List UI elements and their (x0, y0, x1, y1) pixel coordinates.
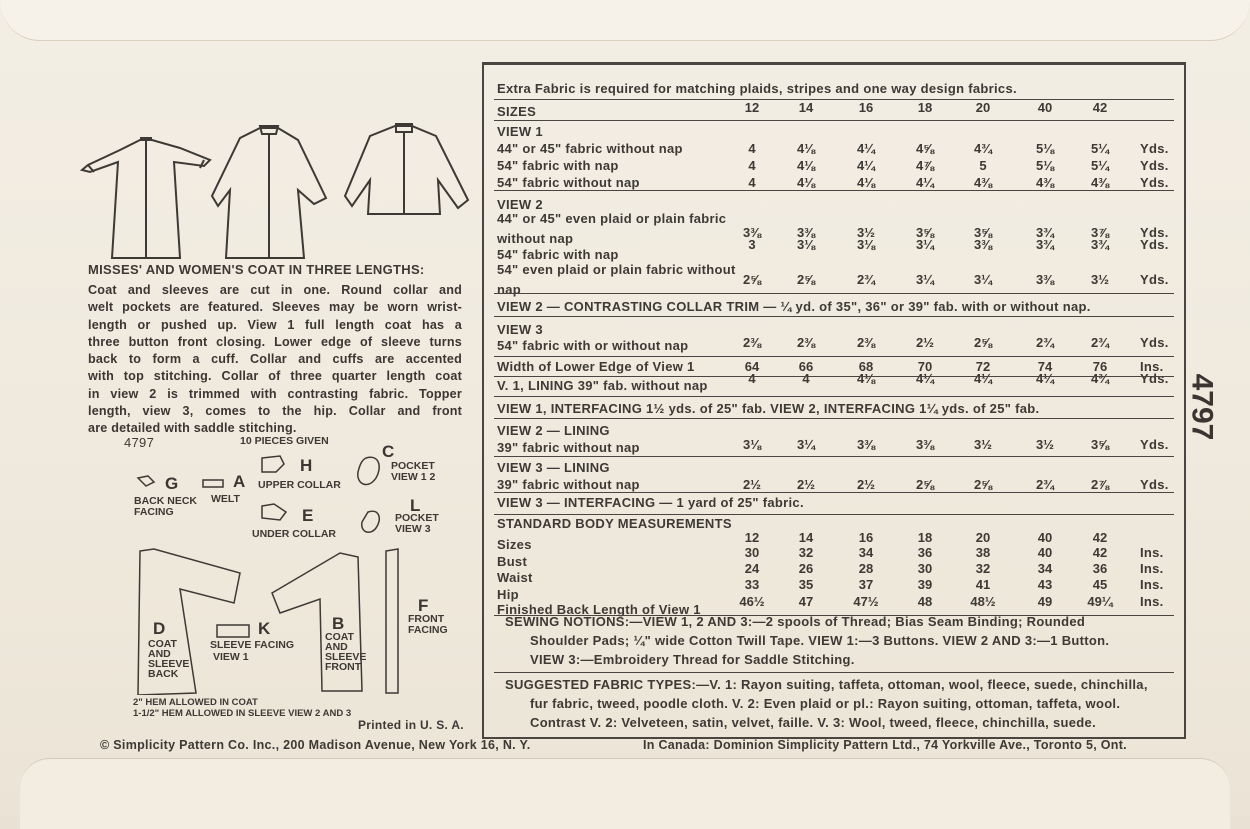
table-row-label: 39" fabric without nap (497, 440, 640, 455)
table-cell: 43 (1037, 577, 1053, 592)
piece-d-label-line: COAT (148, 638, 177, 650)
unit-label: Yds. (1140, 371, 1169, 386)
piece-f-letter: F (418, 596, 429, 615)
table-cell: 33 (744, 577, 760, 592)
table-row-label: VIEW 3 — INTERFACING — 1 yard of 25" fabric. (497, 495, 804, 510)
table-cell: 39 (917, 577, 933, 592)
table-row-label: Width of Lower Edge of View 1 (497, 359, 695, 374)
unit-label: Yds. (1140, 141, 1169, 156)
table-cell: 2¾ (1035, 335, 1055, 350)
table-cell: 3⅜ (1035, 272, 1055, 287)
table-cell: 4⅛ (856, 175, 876, 190)
table-cell: 2½ (915, 335, 935, 350)
table-cell: 12 (744, 530, 760, 545)
suggested-fabrics-line: SUGGESTED FABRIC TYPES:—V. 1: Rayon suiting, taffeta, ottoman, wool, fleece, suede, chinchilla, (505, 677, 1148, 692)
table-cell: 48 (917, 594, 933, 609)
piece-d-label (148, 639, 189, 679)
table-cell: 4¼ (856, 141, 876, 156)
table-divider (494, 190, 1174, 191)
table-cell: 2⅝ (796, 272, 816, 287)
suggested-fabrics-line: Contrast V. 2: Velveteen, satin, velvet, faille. V. 3: Wool, tweed, fleece, chinchilla, suede. (530, 715, 1096, 730)
table-cell: 3⅝ (973, 225, 993, 240)
table-cell: 2⅜ (796, 335, 816, 350)
table-cell: 5⅛ (1035, 141, 1055, 156)
table-cell: 36 (1092, 561, 1108, 576)
table-divider (494, 492, 1174, 493)
unit-label: Ins. (1140, 359, 1164, 374)
table-divider (494, 316, 1174, 317)
table-row-label: VIEW 1 (497, 124, 543, 139)
unit-label: Yds. (1140, 437, 1169, 452)
table-cell: 35 (798, 577, 814, 592)
table-divider (494, 99, 1174, 100)
table-cell: 3⅜ (742, 225, 762, 240)
table-cell: 3⅞ (1090, 225, 1110, 240)
table-row-label: VIEW 3 (497, 322, 543, 337)
piece-h-letter: H (300, 456, 313, 475)
size-header: 14 (798, 100, 814, 115)
size-header: 12 (744, 100, 760, 115)
table-cell: 47½ (853, 594, 879, 609)
coat-view-1-sketch (82, 138, 210, 258)
table-cell: 38 (975, 545, 991, 560)
table-cell: 4¾ (1090, 371, 1110, 386)
table-cell: 3¼ (915, 237, 935, 252)
fabric-note: Extra Fabric is required for matching plaids, stripes and one way design fabrics. (497, 81, 1017, 96)
suggested-fabrics-line: fur fabric, tweed, poodle cloth. V. 2: Even plaid or pl.: Rayon suiting, ottoman, taffeta, wool. (530, 696, 1121, 711)
table-row-label: nap (497, 282, 522, 297)
envelope-top-flap (0, 0, 1250, 41)
description-line: with top stitching. Collar of three quarter length coat (88, 369, 462, 384)
table-cell: 4⅜ (1090, 175, 1110, 190)
table-cell: 3¾ (1090, 237, 1110, 252)
description-line: three button front closing. Lower edge of sleeve turns (88, 334, 462, 349)
front-facing-shape (386, 549, 398, 693)
sewing-notions-line: VIEW 3:—Embroidery Thread for Saddle Stitching. (530, 652, 855, 667)
table-cell: 4¼ (973, 371, 993, 386)
table-cell: 4⅜ (973, 175, 993, 190)
piece-f-label: FRONT (408, 613, 445, 625)
piece-k-label: VIEW 1 (213, 651, 249, 663)
table-row-label: VIEW 1, INTERFACING 1½ yds. of 25" fab. VIEW 2, INTERFACING 1¼ yds. of 25" fab. (497, 401, 1040, 416)
table-row-label: Finished Back Length of View 1 (497, 602, 701, 617)
description-line: back to form a cuff. Collar and cuffs are accented (88, 352, 462, 367)
table-cell: 66 (798, 359, 814, 374)
table-cell: 2⅜ (856, 335, 876, 350)
size-header: 20 (975, 100, 991, 115)
table-divider (494, 396, 1174, 397)
table-cell: 4¾ (973, 141, 993, 156)
piece-l-label: VIEW 3 (395, 523, 431, 535)
table-cell: 3⅛ (796, 237, 816, 252)
envelope-bottom-flap (20, 758, 1230, 829)
table-cell: 5¼ (1090, 141, 1110, 156)
coat-view-2-sketch (212, 126, 326, 258)
unit-label: Yds. (1140, 335, 1169, 350)
table-row-label: Hip (497, 587, 519, 602)
description-line: length or pushed up. View 1 full length coat has a (88, 317, 462, 332)
description-line: Coat and sleeves are cut in one. Round collar and (88, 283, 462, 297)
size-header: 16 (858, 100, 874, 115)
piece-f-label: FACING (408, 624, 448, 636)
unit-label: Yds. (1140, 237, 1169, 252)
table-row-label: without nap (497, 231, 574, 246)
table-row-label: VIEW 2 — CONTRASTING COLLAR TRIM — ¼ yd. of 35", 36" or 39" fab. with or without nap. (497, 299, 1091, 314)
table-cell: 2½ (856, 477, 876, 492)
unit-label: Yds. (1140, 272, 1169, 287)
table-cell: 45 (1092, 577, 1108, 592)
table-cell: 5¼ (1090, 158, 1110, 173)
table-cell: 4¼ (1035, 371, 1055, 386)
side-pattern-number: 4797 (1185, 373, 1219, 441)
piece-b-letter: B (332, 614, 345, 633)
table-cell: 4¼ (856, 158, 876, 173)
footer-copyright: © Simplicity Pattern Co. Inc., 200 Madison Avenue, New York 16, N. Y. (100, 738, 531, 752)
table-row-label: VIEW 2 — LINING (497, 423, 610, 438)
back-neck-facing-shape (138, 476, 154, 486)
table-cell: 2⅝ (973, 335, 993, 350)
table-cell: 76 (1092, 359, 1108, 374)
table-cell: 4¼ (915, 175, 935, 190)
table-cell: 3⅝ (1090, 437, 1110, 452)
table-cell: 46½ (739, 594, 765, 609)
table-divider (494, 356, 1174, 357)
table-cell: 3⅜ (915, 437, 935, 452)
table-divider (494, 672, 1174, 673)
piece-l-label: POCKET (395, 512, 439, 524)
piece-g-label: BACK NECK FACING (134, 495, 197, 518)
welt-shape (203, 480, 223, 487)
size-header: 42 (1092, 100, 1108, 115)
table-row-label: 44" or 45" fabric without nap (497, 141, 683, 156)
pocket-l-shape (362, 511, 380, 532)
table-cell: 42 (1092, 530, 1108, 545)
piece-c-label: POCKET (391, 460, 435, 472)
table-cell: 4⅝ (915, 141, 935, 156)
table-cell: 70 (917, 359, 933, 374)
piece-d-label-line: AND (148, 648, 171, 660)
table-row-label: VIEW 2 (497, 197, 543, 212)
pattern-number: 4797 (124, 435, 155, 450)
table-cell: 41 (975, 577, 991, 592)
table-cell: 36 (917, 545, 933, 560)
piece-d-label-line: SLEEVE (148, 658, 190, 670)
table-row-label: 44" or 45" even plaid or plain fabric (497, 211, 727, 226)
table-cell: 2¾ (1035, 477, 1055, 492)
table-row-label: Bust (497, 554, 528, 569)
table-cell: 34 (858, 545, 874, 560)
hem-note: 1-1/2" HEM ALLOWED IN SLEEVE VIEW 2 AND 3 (133, 708, 352, 719)
piece-h-label: UPPER COLLAR (258, 479, 341, 491)
table-cell: 34 (1037, 561, 1053, 576)
sewing-notions-line: SEWING NOTIONS:—VIEW 1, 2 AND 3:—2 spools of Thread; Bias Seam Binding; Rounded (505, 614, 1086, 629)
table-cell: 4 (748, 141, 756, 156)
piece-b-label-line: AND (325, 641, 348, 653)
description-line: welt pockets are featured. Sleeves may be worn wrist- (88, 300, 462, 315)
sleeve-facing-shape (217, 625, 249, 637)
table-cell: 72 (975, 359, 991, 374)
table-cell: 3 (748, 237, 756, 252)
table-cell: 4 (802, 371, 810, 386)
piece-e-letter: E (302, 506, 314, 525)
table-cell: 40 (1037, 530, 1053, 545)
table-divider (494, 120, 1174, 121)
table-cell: 4¼ (915, 371, 935, 386)
table-cell: 3½ (1035, 437, 1055, 452)
table-cell: 5⅛ (1035, 158, 1055, 173)
unit-label: Yds. (1140, 175, 1169, 190)
table-row-label: Waist (497, 570, 533, 585)
table-cell: 3¾ (1035, 237, 1055, 252)
table-row-label: STANDARD BODY MEASUREMENTS (497, 516, 732, 531)
description-text (88, 282, 462, 438)
table-cell: 30 (744, 545, 760, 560)
table-cell: 2⅝ (915, 477, 935, 492)
pieces-given: 10 PIECES GIVEN (240, 435, 329, 447)
piece-d-label-line: BACK (148, 668, 179, 680)
pocket-c-shape (358, 457, 379, 484)
table-cell: 3⅛ (742, 437, 762, 452)
under-collar-shape (262, 504, 286, 520)
table-row-label: 54" fabric with nap (497, 158, 619, 173)
table-cell: 28 (858, 561, 874, 576)
table-cell: 24 (744, 561, 760, 576)
table-cell: 40 (1037, 545, 1053, 560)
table-row-label: Sizes (497, 537, 532, 552)
table-cell: 2⅝ (742, 272, 762, 287)
sizes-header: SIZES (497, 104, 537, 119)
description-line: are detailed with saddle stitching. (88, 421, 297, 436)
table-cell: 64 (744, 359, 760, 374)
table-row-label: 54" fabric without nap (497, 175, 640, 190)
piece-a-label: WELT (211, 493, 240, 505)
table-cell: 5 (979, 158, 987, 173)
table-cell: 68 (858, 359, 874, 374)
table-divider (494, 293, 1174, 294)
table-cell: 42 (1092, 545, 1108, 560)
table-cell: 3¾ (1035, 225, 1055, 240)
table-cell: 49 (1037, 594, 1053, 609)
table-cell: 32 (975, 561, 991, 576)
table-cell: 20 (975, 530, 991, 545)
unit-label: Yds. (1140, 477, 1169, 492)
unit-label: Yds. (1140, 225, 1169, 240)
table-cell: 2⅜ (742, 335, 762, 350)
piece-c-letter: C (382, 442, 395, 461)
table-cell: 3⅜ (973, 237, 993, 252)
table-cell: 47 (798, 594, 814, 609)
sewing-notions-line: Shoulder Pads; ¼" wide Cotton Twill Tape. VIEW 1:—3 Buttons. VIEW 2 AND 3:—1 Button. (530, 633, 1110, 648)
table-cell: 14 (798, 530, 814, 545)
table-cell: 4 (748, 371, 756, 386)
description-line: in view 2 is trimmed with contrasting fabric. Topper (88, 386, 462, 401)
piece-b-label (325, 632, 366, 672)
piece-e-label: UNDER COLLAR (252, 528, 336, 540)
table-cell: 4⅛ (856, 371, 876, 386)
table-cell: 3⅜ (796, 225, 816, 240)
coat-view-3-sketch (345, 124, 468, 214)
table-cell: 4⅞ (915, 158, 935, 173)
table-cell: 16 (858, 530, 874, 545)
footer-canada: In Canada: Dominion Simplicity Pattern Ltd., 74 Yorkville Ave., Toronto 5, Ont. (643, 738, 1127, 752)
piece-b-label-line: FRONT (325, 661, 362, 673)
piece-b-label-line: COAT (325, 631, 354, 643)
piece-k-label: SLEEVE FACING (210, 639, 295, 651)
piece-d-letter: D (153, 619, 166, 638)
table-cell: 30 (917, 561, 933, 576)
table-cell: 4 (748, 175, 756, 190)
table-cell: 3¼ (915, 272, 935, 287)
table-cell: 2¾ (1090, 335, 1110, 350)
table-cell: 74 (1037, 359, 1053, 374)
unit-label: Ins. (1140, 561, 1164, 576)
table-cell: 18 (917, 530, 933, 545)
piece-c-label: VIEW 1 2 (391, 471, 436, 483)
table-cell: 3⅝ (915, 225, 935, 240)
table-cell: 2¾ (856, 272, 876, 287)
table-cell: 3½ (856, 225, 876, 240)
table-row-label: V. 1, LINING 39" fab. without nap (497, 378, 708, 393)
table-cell: 2⅝ (973, 477, 993, 492)
table-cell: 2⅞ (1090, 477, 1110, 492)
table-cell: 4 (748, 158, 756, 173)
table-cell: 3¼ (796, 437, 816, 452)
piece-b-label-line: SLEEVE (325, 651, 367, 663)
piece-a-letter: A (233, 472, 246, 491)
table-row-label: VIEW 3 — LINING (497, 460, 610, 475)
description-title: MISSES' AND WOMEN'S COAT IN THREE LENGTHS: (88, 262, 425, 277)
table-divider (494, 514, 1174, 515)
table-row-label: 54" fabric with or without nap (497, 338, 689, 353)
piece-k-letter: K (258, 619, 271, 638)
table-divider (494, 456, 1174, 457)
table-row-label: 54" fabric with nap (497, 247, 619, 262)
piece-l-letter: L (410, 496, 421, 515)
table-cell: 48½ (970, 594, 996, 609)
table-cell: 2½ (796, 477, 816, 492)
table-cell: 3⅛ (856, 237, 876, 252)
unit-label: Yds. (1140, 158, 1169, 173)
table-row-label: 54" even plaid or plain fabric without (497, 262, 736, 277)
table-cell: 3½ (973, 437, 993, 452)
printed-in-usa: Printed in U. S. A. (358, 718, 464, 732)
table-cell: 37 (858, 577, 874, 592)
size-header: 40 (1037, 100, 1053, 115)
unit-label: Ins. (1140, 594, 1164, 609)
description-line: length, view 3, comes to the hip. Collar and front (88, 404, 462, 419)
table-cell: 3½ (1090, 272, 1110, 287)
table-cell: 4⅛ (796, 158, 816, 173)
table-cell: 49¼ (1087, 594, 1113, 609)
size-header: 18 (917, 100, 933, 115)
table-divider (494, 418, 1174, 419)
table-cell: 26 (798, 561, 814, 576)
table-divider (494, 376, 1174, 377)
piece-g-letter: G (165, 474, 179, 493)
unit-label: Ins. (1140, 545, 1164, 560)
garment-illustrations (80, 110, 480, 265)
upper-collar-shape (262, 456, 284, 472)
table-cell: 3¼ (973, 272, 993, 287)
table-cell: 4⅛ (796, 175, 816, 190)
table-row-label: 39" fabric without nap (497, 477, 640, 492)
table-cell: 4⅛ (796, 141, 816, 156)
table-cell: 2½ (742, 477, 762, 492)
table-cell: 4⅜ (1035, 175, 1055, 190)
table-cell: 3⅜ (856, 437, 876, 452)
unit-label: Ins. (1140, 577, 1164, 592)
hem-note: 2" HEM ALLOWED IN COAT (133, 697, 258, 708)
table-cell: 32 (798, 545, 814, 560)
